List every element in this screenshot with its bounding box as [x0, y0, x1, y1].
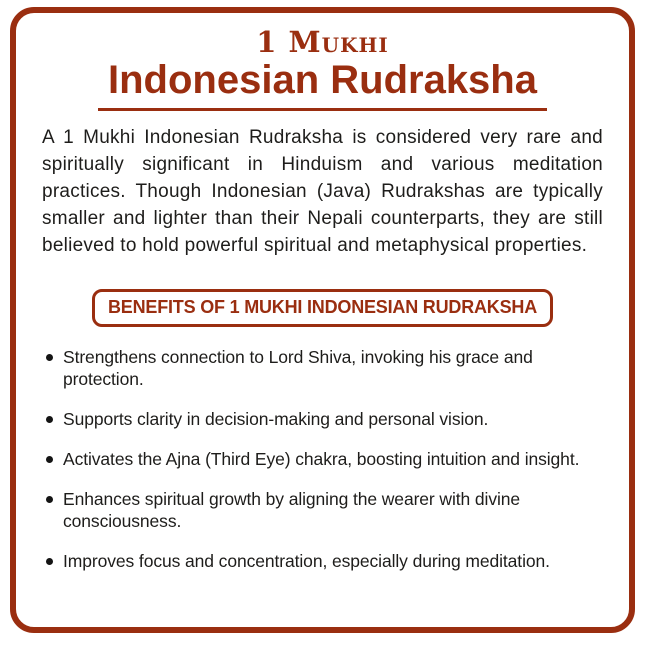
card-subtitle: 1 Mukhi	[256, 25, 389, 59]
bullet-icon	[46, 496, 53, 503]
benefits-list	[42, 346, 603, 572]
benefit-text: Activates the Ajna (Third Eye) chakra, boosting intuition and insight.	[63, 449, 580, 469]
benefit-text: Enhances spiritual growth by aligning the wearer with divine consciousness.	[63, 489, 521, 531]
list-item	[42, 550, 603, 572]
list-item	[42, 408, 603, 430]
benefits-heading-badge	[92, 289, 553, 327]
page-title	[42, 59, 603, 111]
bullet-icon	[46, 354, 53, 361]
intro-paragraph: A 1 Mukhi Indonesian Rudraksha is considered very rare and spiritually significant in Hinduism and various meditation practices. Though Indonesian (Java) Rudrakshas are typically smaller and lighter than their Nepali counterparts, they are still believed to hold powerful spiritual and metaphysical properties.	[42, 127, 603, 256]
list-item	[42, 346, 603, 390]
benefit-text: Supports clarity in decision-making and personal vision.	[63, 409, 489, 429]
list-item	[42, 488, 603, 532]
benefit-text: Improves focus and concentration, especially during meditation.	[63, 551, 550, 571]
benefit-text: Strengthens connection to Lord Shiva, invoking his grace and protection.	[63, 347, 533, 389]
info-card	[10, 7, 635, 633]
bullet-icon	[46, 456, 53, 463]
benefits-heading-text: BENEFITS OF 1 MUKHI INDONESIAN RUDRAKSHA	[107, 297, 538, 317]
bullet-icon	[46, 416, 53, 423]
page-title-text: Indonesian Rudraksha	[98, 59, 547, 111]
list-item	[42, 448, 603, 470]
bullet-icon	[46, 558, 53, 565]
